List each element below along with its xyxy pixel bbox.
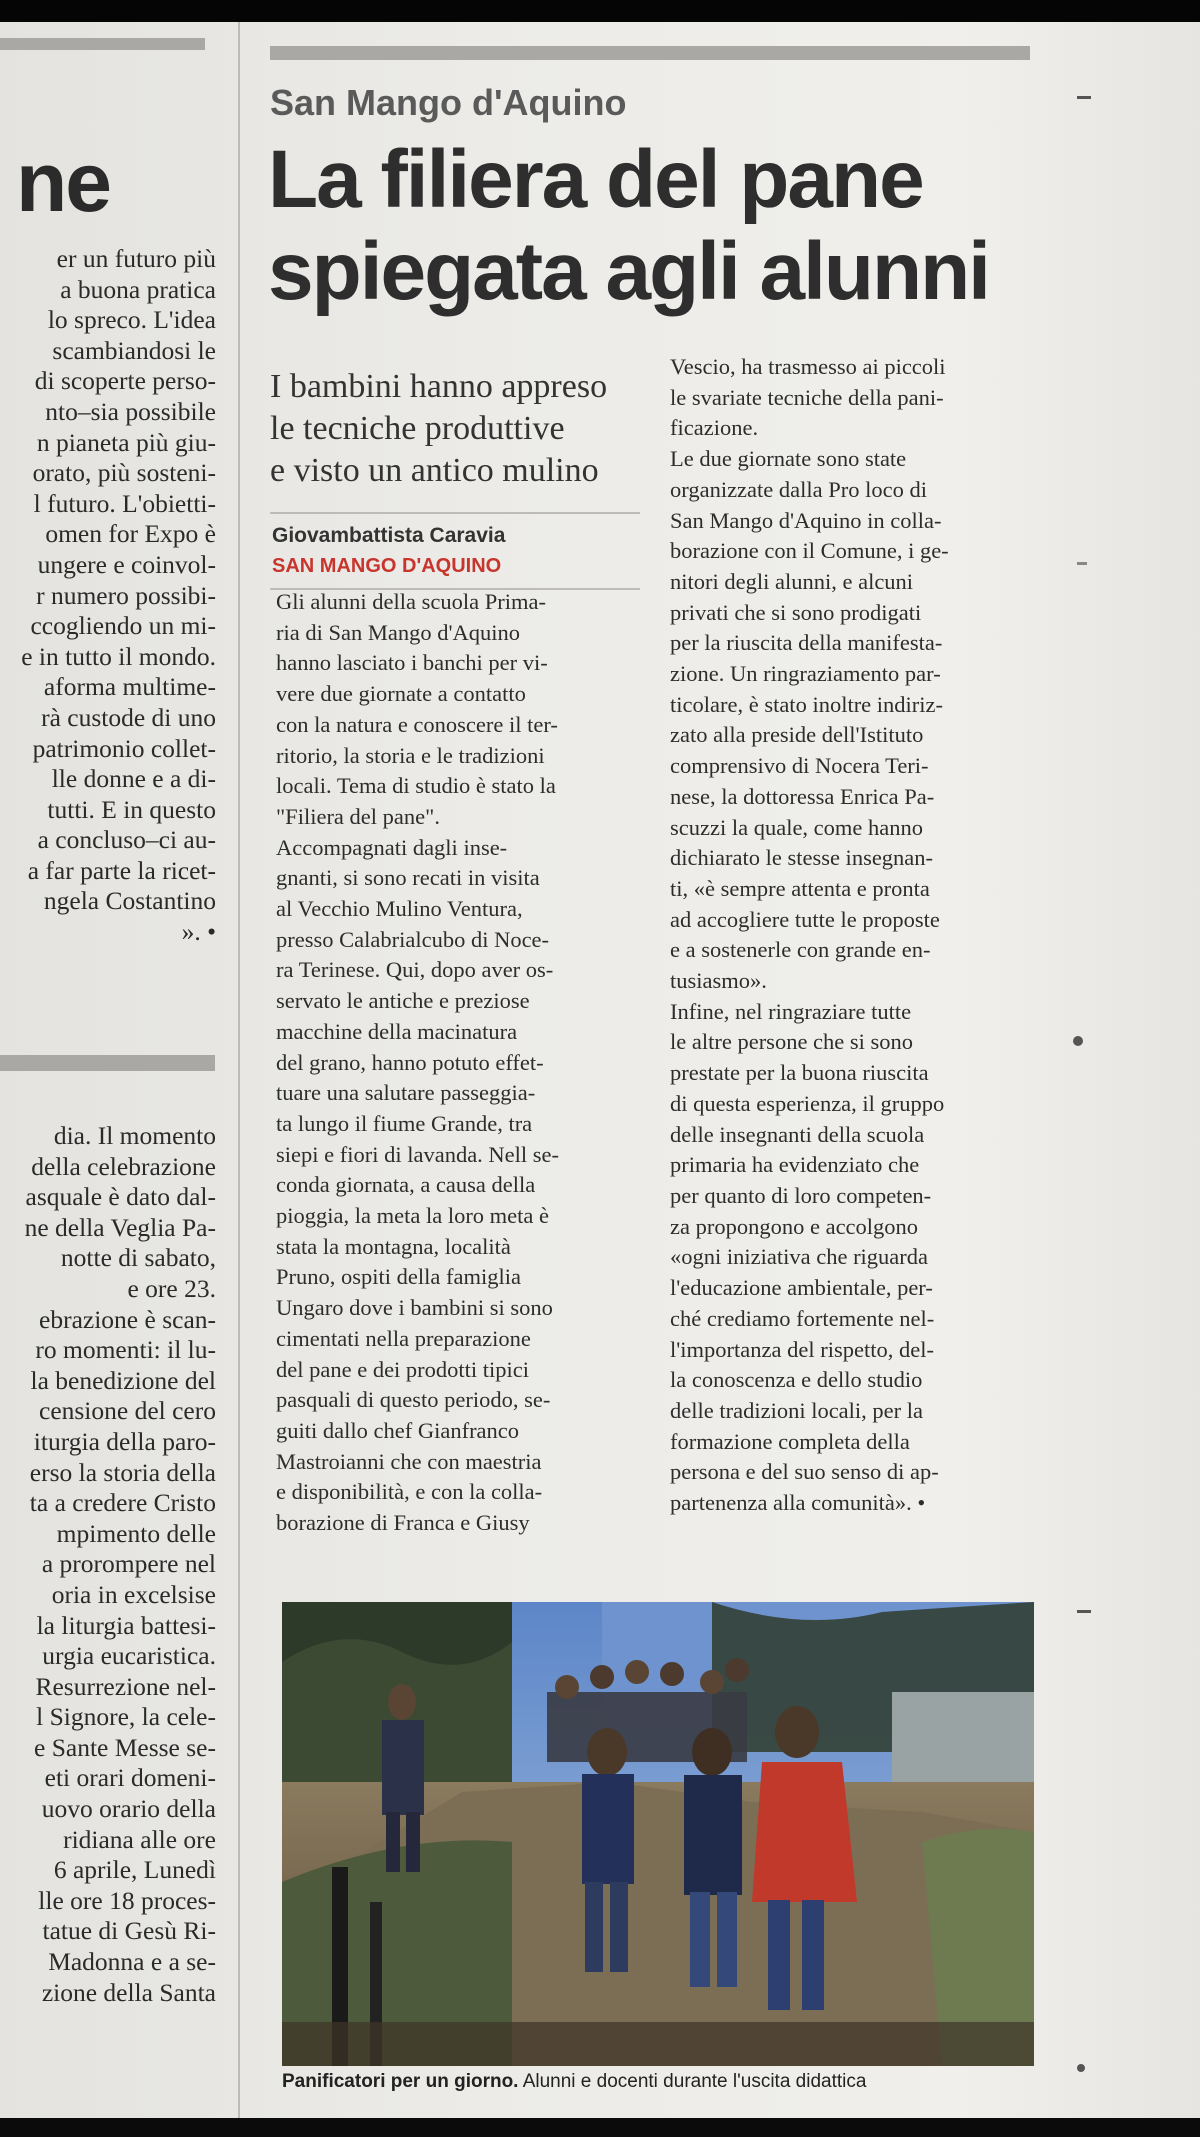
text-line: Mastroianni che con maestria: [276, 1448, 542, 1474]
text-line: partenenza alla comunità». •: [670, 1490, 926, 1516]
article-photo: [282, 1602, 1034, 2066]
text-line: za propongono e accolgono: [670, 1213, 919, 1239]
text-line: ria di San Mango d'Aquino: [276, 619, 521, 645]
text-line: presso Calabrialcubo di Noce-: [276, 926, 550, 952]
subhead-line: le tecniche produttive: [270, 410, 565, 447]
text-line: hanno lasciato i banchi per vi-: [276, 650, 548, 676]
text-line: oria in excelsise: [51, 1579, 216, 1609]
text-line: della celebrazione: [31, 1151, 216, 1181]
text-line: formazione completa della: [670, 1428, 910, 1454]
text-line: vere due giornate a contatto: [276, 681, 526, 707]
text-line: mpimento delle: [56, 1518, 216, 1548]
text-line: Pruno, ospiti della famiglia: [276, 1264, 521, 1290]
text-line: n pianeta più giu-: [36, 427, 216, 457]
text-line: a buona pratica: [60, 274, 216, 304]
text-line: nto–sia possibile: [45, 396, 216, 426]
text-line: ritorio, la storia e le tradizioni: [276, 742, 545, 768]
article-kicker: San Mango d'Aquino: [270, 82, 627, 123]
text-line: uovo orario della: [41, 1794, 216, 1824]
text-line: l futuro. L'obietti-: [33, 488, 216, 518]
text-line: del pane e dei prodotti tipici: [276, 1356, 530, 1382]
text-line: la conoscenza e dello studio: [670, 1367, 923, 1393]
text-line: ungere e coinvol-: [37, 549, 216, 579]
headline-line: spiegata agli alunni: [268, 226, 989, 317]
text-line: orato, più sosteni-: [32, 458, 216, 488]
text-line: dia. Il momento: [53, 1121, 216, 1150]
text-line: er un futuro più: [56, 244, 216, 273]
text-line: stata la montagna, località: [276, 1233, 511, 1259]
text-line: le altre persone che si sono: [670, 1029, 914, 1055]
page-mark: [1077, 562, 1087, 565]
article-column-2: [670, 352, 1035, 1519]
text-line: tatue di Gesù Ri-: [42, 1916, 216, 1946]
text-line: a prorompere nel: [41, 1549, 216, 1579]
text-line: Infine, nel ringraziare tutte: [670, 998, 912, 1024]
text-line: lo spreco. L'idea: [47, 305, 216, 335]
text-line: ficazione.: [670, 415, 759, 441]
text-line: pasquali di questo periodo, se-: [276, 1387, 551, 1413]
text-line: nese, la dottoressa Enrica Pa-: [670, 783, 935, 809]
text-line: di scoperte perso-: [34, 366, 216, 396]
text-line: rà custode di uno: [41, 702, 216, 732]
text-line: siepi e fiori di lavanda. Nell se-: [276, 1141, 560, 1167]
text-line: Le due giornate sono state: [670, 446, 907, 472]
text-line: lle ore 18 proces-: [38, 1885, 216, 1915]
text-line: Madonna e a se-: [48, 1947, 216, 1977]
text-line: patrimonio collet-: [32, 733, 216, 763]
text-line: ta a credere Cristo: [29, 1488, 216, 1518]
left-headline-fragment: ne: [15, 135, 110, 229]
left-article-lower: [0, 1121, 218, 2008]
text-line: scuzzi la quale, come hanno: [670, 814, 924, 840]
page-mark: [1073, 1036, 1083, 1046]
text-line: ché crediamo fortemente nel-: [670, 1305, 935, 1331]
text-line: delle insegnanti della scuola: [670, 1121, 925, 1147]
text-line: tusiasmo».: [670, 968, 767, 994]
text-line: cimentati nella preparazione: [276, 1325, 531, 1351]
article-headline: [268, 134, 1028, 318]
text-line: pioggia, la meta la loro meta è: [276, 1203, 550, 1229]
text-line: e in tutto il mondo.: [21, 641, 216, 671]
article-column-1: [276, 587, 642, 1539]
text-line: iturgia della paro-: [33, 1426, 216, 1456]
page-mark: [1077, 2064, 1085, 2072]
page-mark: [1077, 96, 1091, 99]
text-line: ta lungo il fiume Grande, tra: [276, 1110, 533, 1136]
text-line: la liturgia battesi-: [36, 1610, 216, 1640]
byline-divider: [270, 512, 640, 514]
text-line: persona e del suo senso di ap-: [670, 1459, 939, 1485]
caption-bold: Panificatori per un giorno.: [282, 2071, 519, 2092]
text-line: per la riuscita della manifesta-: [670, 630, 943, 656]
text-line: San Mango d'Aquino in colla-: [670, 507, 942, 533]
text-line: Ungaro dove i bambini si sono: [276, 1295, 553, 1321]
page-mark: [1077, 1610, 1091, 1613]
text-line: zione della Santa: [41, 1977, 216, 2007]
text-line: l Signore, la cele-: [36, 1702, 216, 1732]
text-line: ne della Veglia Pa-: [24, 1212, 216, 1242]
text-line: ridiana alle ore: [63, 1824, 216, 1854]
text-line: «ogni iniziativa che riguarda: [670, 1244, 929, 1270]
text-line: Accompagnati dagli inse-: [276, 834, 508, 860]
text-line: scambiandosi le: [52, 335, 216, 365]
text-line: la benedizione del: [30, 1365, 216, 1395]
text-line: al Vecchio Mulino Ventura,: [276, 896, 523, 922]
subhead-line: e visto un antico mulino: [270, 452, 599, 489]
text-line: lle donne e a di-: [51, 764, 216, 794]
text-line: tutti. E in questo: [47, 794, 216, 824]
text-line: delle tradizioni locali, per la: [670, 1397, 924, 1423]
text-line: organizzate dalla Pro loco di: [670, 476, 927, 502]
bottom-border: [0, 2118, 1200, 2137]
text-line: ccogliendo un mi-: [30, 611, 216, 641]
text-line: ro momenti: il lu-: [35, 1335, 216, 1365]
text-line: conda giornata, a causa della: [276, 1172, 536, 1198]
text-line: dichiarato le stesse insegnan-: [670, 845, 934, 871]
text-line: "Filiera del pane".: [276, 803, 440, 829]
caption-text: Alunni e docenti durante l'uscita didattica: [518, 2071, 867, 2092]
text-line: e ore 23.: [127, 1273, 216, 1303]
text-line: e Sante Messe se-: [34, 1732, 216, 1762]
text-line: borazione con il Comune, i ge-: [670, 538, 949, 564]
left-mid-rule: [0, 1055, 215, 1071]
text-line: zione. Un ringraziamento par-: [670, 661, 941, 687]
text-line: zato alla preside dell'Istituto: [670, 722, 924, 748]
text-line: tuare una salutare passeggia-: [276, 1080, 536, 1106]
text-line: nitori degli alunni, e alcuni: [670, 568, 914, 594]
top-border: [0, 0, 1200, 22]
text-line: a far parte la ricet-: [27, 855, 216, 885]
text-line: le svariate tecniche della pani-: [670, 384, 944, 410]
text-line: omen for Expo è: [45, 519, 216, 549]
left-top-rule: [0, 38, 205, 50]
text-line: ». •: [181, 917, 216, 947]
text-line: a concluso–ci au-: [37, 825, 216, 855]
text-line: borazione di Franca e Giusy: [276, 1510, 530, 1536]
subhead-line: I bambini hanno appreso: [270, 368, 608, 405]
text-line: Gli alunni della scuola Prima-: [276, 589, 546, 614]
text-line: Resurrezione nel-: [35, 1671, 216, 1701]
text-line: urgia eucaristica.: [42, 1641, 216, 1671]
text-line: eti orari domeni-: [44, 1763, 216, 1793]
text-line: ebrazione è scan-: [39, 1304, 216, 1334]
column-divider: [238, 22, 240, 2118]
text-line: per quanto di loro competen-: [670, 1182, 932, 1208]
article-dateline: SAN MANGO D'AQUINO: [272, 555, 502, 577]
newspaper-page: [0, 22, 1200, 2118]
text-line: e a sostenerle con grande en-: [670, 937, 931, 963]
text-line: comprensivo di Nocera Teri-: [670, 753, 929, 779]
text-line: ticolare, è stato inoltre indiriz-: [670, 691, 944, 717]
text-line: Vescio, ha trasmesso ai piccoli: [670, 354, 946, 379]
text-line: 6 aprile, Lunedì: [53, 1855, 216, 1885]
article-top-rule: [270, 46, 1030, 60]
text-line: del grano, hanno potuto effet-: [276, 1049, 544, 1075]
article-subhead: [270, 366, 650, 492]
text-line: ad accogliere tutte le proposte: [670, 906, 940, 932]
text-line: aforma multime-: [43, 672, 216, 702]
text-line: servato le antiche e preziose: [276, 988, 530, 1014]
text-line: notte di sabato,: [60, 1243, 216, 1273]
text-line: prestate per la buona riuscita: [670, 1060, 929, 1086]
text-line: guiti dallo chef Gianfranco: [276, 1417, 520, 1443]
text-line: ngela Costantino: [43, 886, 216, 916]
text-line: ra Terinese. Qui, dopo aver os-: [276, 957, 554, 983]
text-line: l'importanza del rispetto, del-: [670, 1336, 934, 1362]
text-line: con la natura e conoscere il ter-: [276, 711, 558, 737]
text-line: ti, «è sempre attenta e pronta: [670, 875, 930, 901]
text-line: e disponibilità, e con la colla-: [276, 1479, 543, 1505]
photo-caption: [282, 2071, 866, 2093]
text-line: gnanti, si sono recati in visita: [276, 865, 540, 891]
text-line: di questa esperienza, il gruppo: [670, 1090, 945, 1116]
text-line: r numero possibi-: [36, 580, 216, 610]
text-line: locali. Tema di studio è stato la: [276, 773, 556, 799]
text-line: privati che si sono prodigati: [670, 599, 922, 625]
text-line: l'educazione ambientale, per-: [670, 1275, 933, 1301]
text-line: macchine della macinatura: [276, 1018, 518, 1044]
text-line: censione del cero: [39, 1396, 216, 1426]
headline-line: La filiera del pane: [268, 134, 923, 225]
text-line: primaria ha evidenziato che: [670, 1152, 920, 1178]
text-line: asquale è dato dal-: [25, 1182, 216, 1212]
article-author: Giovambattista Caravia: [272, 524, 506, 547]
text-line: erso la storia della: [29, 1457, 216, 1487]
left-article-upper: [0, 244, 218, 948]
